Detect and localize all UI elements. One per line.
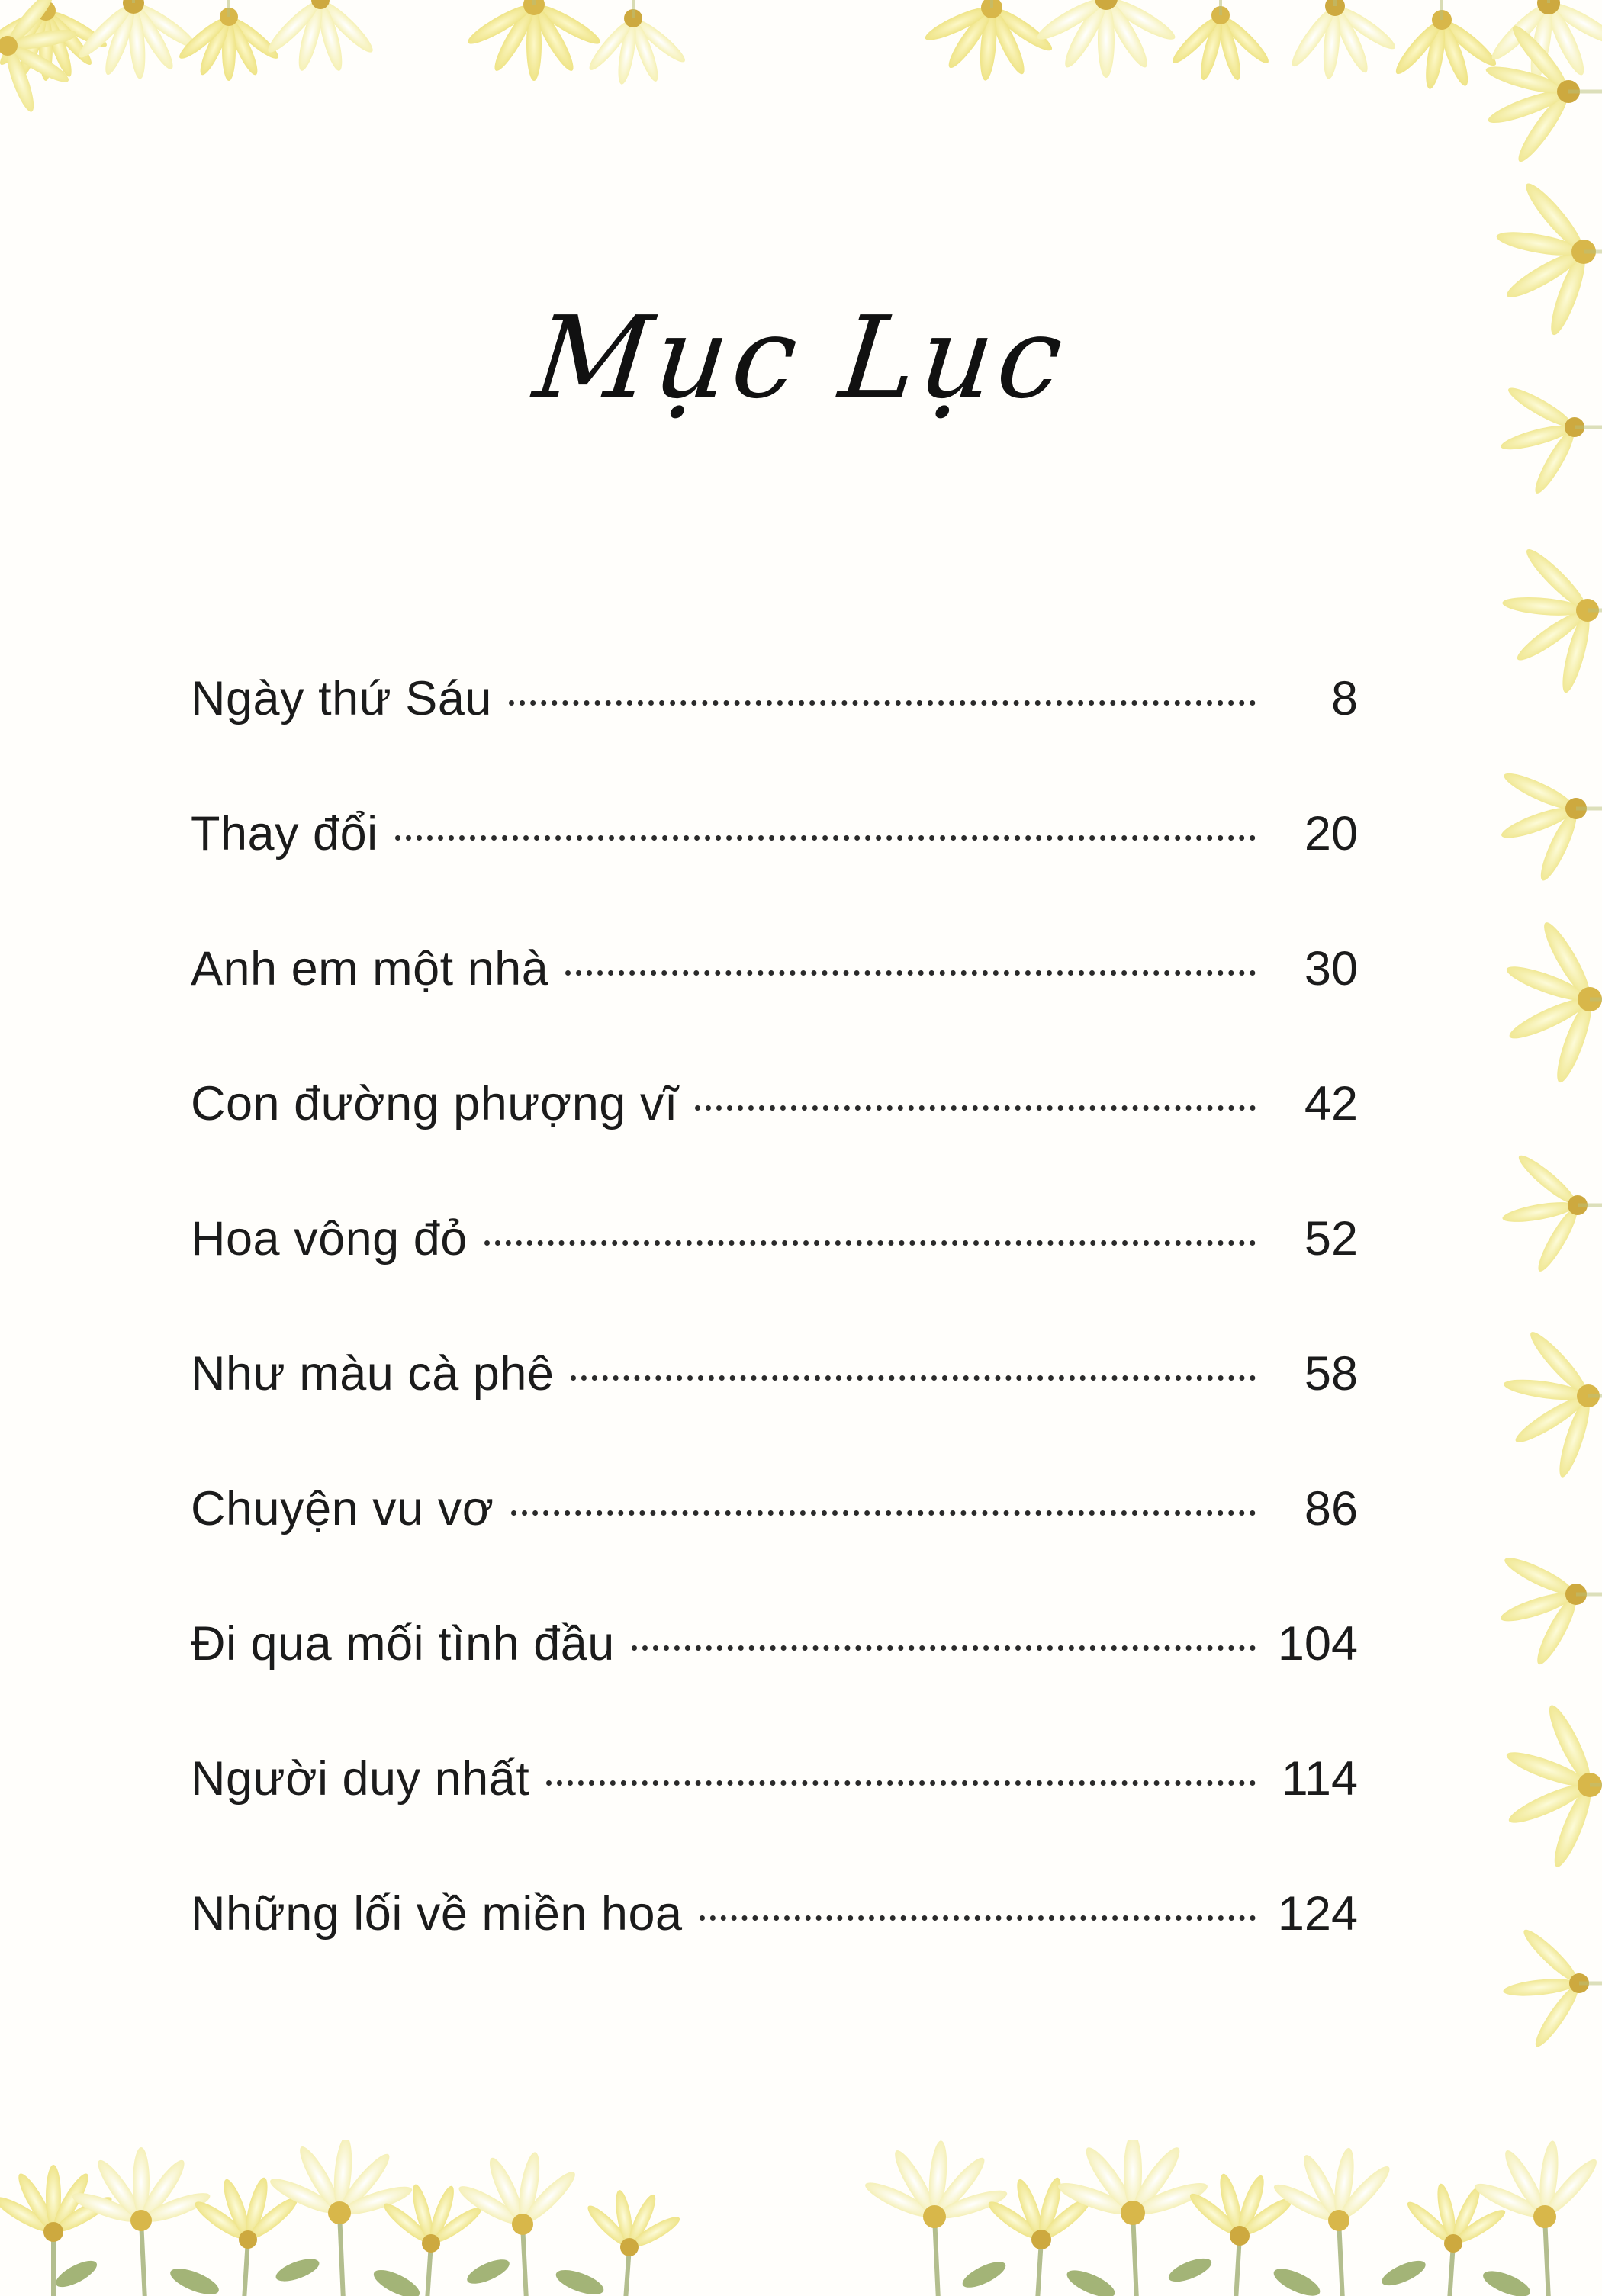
toc-entry-page: 58: [1304, 1347, 1358, 1400]
toc-entry-page: 30: [1304, 942, 1358, 995]
toc-leader-dots: [565, 970, 1256, 976]
toc-leader-dots: [632, 1645, 1256, 1651]
toc-entry[interactable]: [191, 1211, 1358, 1346]
toc-leader-dots: [484, 1240, 1256, 1246]
toc-leader-dots: [395, 834, 1256, 841]
toc-entry-page: 52: [1304, 1212, 1358, 1265]
toc-entry[interactable]: [191, 1076, 1358, 1211]
toc-entry-label: Anh em một nhà: [191, 942, 549, 995]
toc-entry[interactable]: [191, 941, 1358, 1076]
toc-entry-label: Như màu cà phê: [191, 1347, 555, 1400]
toc-entry-label: Những lối về miền hoa: [191, 1887, 683, 1941]
floral-border-top-icon: [0, 0, 1602, 110]
toc-entry-page: 20: [1304, 807, 1358, 860]
toc-leader-dots: [695, 1105, 1256, 1111]
toc-entry-label: Con đường phượng vĩ: [191, 1077, 678, 1130]
toc-leader-dots: [546, 1780, 1256, 1786]
toc-entry-page: 124: [1277, 1887, 1358, 1941]
toc-entry-page: 114: [1281, 1752, 1358, 1806]
toc-entry[interactable]: [191, 806, 1358, 941]
toc-entry-label: Chuyện vu vơ: [191, 1482, 494, 1535]
toc-leader-dots: [511, 1510, 1256, 1516]
table-of-contents: [191, 671, 1358, 2021]
floral-border-bottom-icon: [0, 2140, 1602, 2296]
toc-entry[interactable]: [191, 1481, 1358, 1616]
toc-entry[interactable]: [191, 1346, 1358, 1481]
toc-entry[interactable]: [191, 1886, 1358, 2021]
toc-entry-label: Thay đổi: [191, 807, 378, 860]
page-title: Mục Lục: [529, 292, 1073, 423]
toc-leader-dots: [509, 699, 1256, 706]
toc-entry-page: 42: [1304, 1077, 1358, 1130]
toc-entry[interactable]: [191, 1751, 1358, 1886]
toc-entry-page: 104: [1277, 1617, 1358, 1671]
toc-entry-page: 86: [1304, 1482, 1358, 1535]
toc-leader-dots: [571, 1375, 1256, 1381]
toc-leader-dots: [700, 1915, 1256, 1921]
toc-entry-label: Người duy nhất: [191, 1752, 530, 1806]
toc-entry-label: Ngày thứ Sáu: [191, 672, 492, 725]
toc-entry-page: 8: [1330, 672, 1358, 725]
toc-entry[interactable]: [191, 1616, 1358, 1751]
toc-entry-label: Đi qua mối tình đầu: [191, 1617, 615, 1671]
toc-entry-label: Hoa vông đỏ: [191, 1212, 468, 1265]
toc-entry[interactable]: [191, 671, 1358, 806]
floral-border-left-icon: [0, 0, 76, 175]
page-title-wrapper: [0, 292, 1602, 423]
